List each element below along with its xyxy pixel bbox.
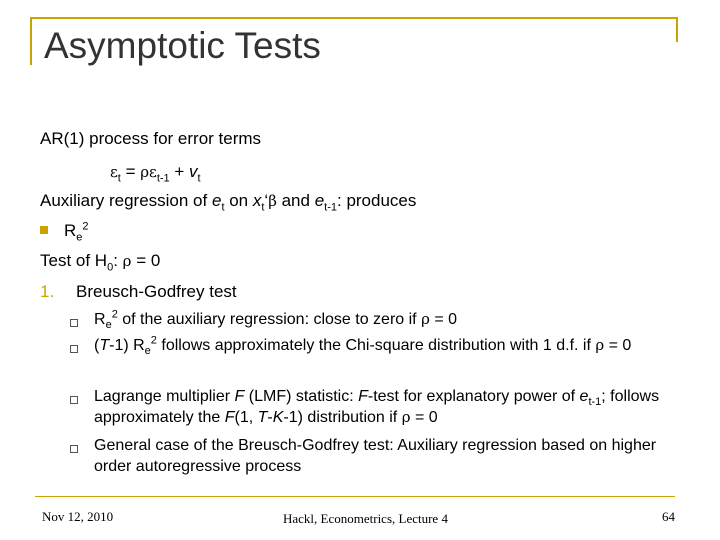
sub-item-4: General case of the Breusch-Godfrey test: Auxiliary regression based on higher order autoregressive process xyxy=(94,437,657,475)
frame-left-rule xyxy=(30,17,32,65)
sub-item-1: $R_e^2$ of the auxiliary regression: close to zero if ρ = 0 xyxy=(94,308,458,332)
re2-bullet-line: $R_e^2$ xyxy=(40,221,89,241)
slide-title: Asymptotic Tests xyxy=(44,25,321,66)
aux-regression-line: Auxiliary regression of $e_t$ on $x_t‘\beta$ and $e_{t-1}$: produces xyxy=(40,191,417,214)
ar-equation: $\varepsilon_t = \rho\varepsilon_{t-1} + v_t$ xyxy=(110,162,201,185)
test-h0-line: Test of $H_0$: ρ = 0 xyxy=(40,251,161,274)
ar-process-line: AR(1) process for error terms xyxy=(40,129,262,148)
breusch-godfrey-heading: 1. Breusch-Godfrey test xyxy=(40,282,237,301)
frame-top-rule xyxy=(30,17,678,19)
number-label: 1. xyxy=(40,282,55,301)
footer-date: Nov 12, 2010 xyxy=(42,509,114,524)
sub-item-2: (T-1) $R_e^2$ follows approximately the Chi-square distribution with 1 d.f. if ρ = 0 xyxy=(94,334,632,358)
hollow-square-bullet-icon xyxy=(70,445,78,453)
sub-item-3: Lagrange multiplier F (LMF) statistic: F-test for explanatory power of $e_{t-1}$; follows approximately the F(1, T-K-1) distribution if ρ = 0 xyxy=(94,388,660,426)
hollow-square-bullet-icon xyxy=(70,345,78,353)
square-bullet-icon xyxy=(40,226,48,234)
hollow-square-bullet-icon xyxy=(70,319,78,327)
footer-center: Hackl, Econometrics, Lecture 4 xyxy=(283,511,448,526)
footer-rule xyxy=(35,496,675,497)
page-number: 64 xyxy=(662,509,675,524)
hollow-square-bullet-icon xyxy=(70,396,78,404)
frame-right-rule xyxy=(676,17,678,42)
